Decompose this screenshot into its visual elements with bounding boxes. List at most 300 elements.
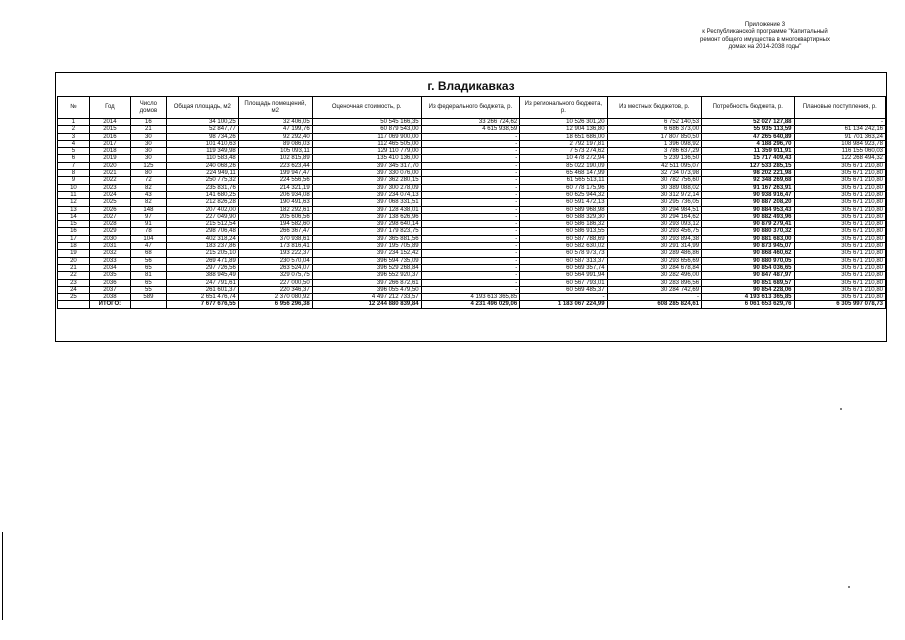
total-houses xyxy=(130,301,166,308)
cell-federal-budget: - xyxy=(421,279,520,286)
cell-regional-budget: - xyxy=(520,294,607,301)
cell-federal-budget: - xyxy=(421,191,520,198)
cell-planned-receipts: 305 671 210,80 xyxy=(794,257,886,264)
table-row xyxy=(58,177,886,184)
column-header-planned-receipts: Плановые поступления, р. xyxy=(794,97,886,119)
table-row xyxy=(58,294,886,301)
cell-regional-budget: 60 587 313,37 xyxy=(520,257,607,264)
cell-premises-area: 205 606,56 xyxy=(238,213,312,220)
cell-premises-area: 92 292,40 xyxy=(238,133,312,140)
cell-planned-receipts: 305 671 210,80 xyxy=(794,191,886,198)
cell-year: 2032 xyxy=(89,250,130,257)
cell-year: 2030 xyxy=(89,235,130,242)
cell-local-budget: 30 289 486,86 xyxy=(607,250,702,257)
cell-planned-receipts: 305 671 210,80 xyxy=(794,228,886,235)
cell-local-budget: 30 293 894,38 xyxy=(607,235,702,242)
cell-total-area: 141 680,25 xyxy=(166,191,238,198)
cell-estimated-cost: 397 365 881,56 xyxy=(312,235,421,242)
cell-year: 2029 xyxy=(89,228,130,235)
cell-estimated-cost: 397 300 278,09 xyxy=(312,184,421,191)
cell-premises-area: 173 816,41 xyxy=(238,243,312,250)
cell-federal-budget: - xyxy=(421,148,520,155)
cell-budget-need: 90 880 370,32 xyxy=(702,228,794,235)
cell-budget-need: 90 880 970,05 xyxy=(702,257,794,264)
cell-budget-need: 92 348 269,68 xyxy=(702,177,794,184)
cell-num: 1 xyxy=(58,119,90,126)
total-federal-budget: 4 231 496 029,06 xyxy=(421,301,520,308)
cell-premises-area: 105 093,11 xyxy=(238,148,312,155)
cell-federal-budget: - xyxy=(421,140,520,147)
cell-estimated-cost: 397 298 640,14 xyxy=(312,221,421,228)
cell-estimated-cost: 112 465 505,00 xyxy=(312,140,421,147)
cell-num: 2 xyxy=(58,126,90,133)
total-num xyxy=(58,301,90,308)
cell-year: 2027 xyxy=(89,213,130,220)
cell-planned-receipts: 305 671 210,80 xyxy=(794,294,886,301)
totals-row xyxy=(58,301,886,308)
cell-regional-budget: 60 582 630,02 xyxy=(520,243,607,250)
table-row xyxy=(58,126,886,133)
cell-budget-need: 90 873 945,07 xyxy=(702,243,794,250)
cell-num: 5 xyxy=(58,148,90,155)
totals-label: ИТОГО: xyxy=(89,301,130,308)
cell-total-area: 98 734,26 xyxy=(166,133,238,140)
cell-year: 2037 xyxy=(89,286,130,293)
cell-total-area: 119 349,98 xyxy=(166,148,238,155)
cell-estimated-cost: 60 879 543,00 xyxy=(312,126,421,133)
cell-premises-area: 193 222,37 xyxy=(238,250,312,257)
cell-budget-need: 90 887 208,20 xyxy=(702,199,794,206)
cell-num: 15 xyxy=(58,221,90,228)
total-local-budget: 608 285 824,61 xyxy=(607,301,702,308)
cell-planned-receipts: 305 671 210,80 xyxy=(794,177,886,184)
cell-houses: 30 xyxy=(130,155,166,162)
cell-regional-budget: 65 468 147,99 xyxy=(520,170,607,177)
cell-num: 18 xyxy=(58,243,90,250)
cell-regional-budget: 60 564 991,94 xyxy=(520,272,607,279)
cell-premises-area: 214 321,19 xyxy=(238,184,312,191)
cell-estimated-cost: 135 410 136,00 xyxy=(312,155,421,162)
cell-local-budget: 30 782 756,60 xyxy=(607,177,702,184)
cell-regional-budget: 2 792 197,81 xyxy=(520,140,607,147)
table-row xyxy=(58,243,886,250)
cell-planned-receipts: 305 671 210,80 xyxy=(794,221,886,228)
cell-total-area: 207 402,00 xyxy=(166,206,238,213)
cell-federal-budget: - xyxy=(421,199,520,206)
cell-estimated-cost: 397 068 331,51 xyxy=(312,199,421,206)
table-row xyxy=(58,162,886,169)
cell-federal-budget: - xyxy=(421,184,520,191)
column-header-num: № xyxy=(58,97,90,119)
cell-regional-budget: 60 569 357,74 xyxy=(520,264,607,271)
cell-num: 17 xyxy=(58,235,90,242)
cell-total-area: 52 847,77 xyxy=(166,126,238,133)
cell-total-area: 388 945,49 xyxy=(166,272,238,279)
cell-regional-budget: 61 565 513,11 xyxy=(520,177,607,184)
cell-estimated-cost: 396 055 479,50 xyxy=(312,286,421,293)
cell-total-area: 183 237,86 xyxy=(166,243,238,250)
cell-estimated-cost: 397 234 152,42 xyxy=(312,250,421,257)
cell-federal-budget: 4 615 938,59 xyxy=(421,126,520,133)
cell-premises-area: 2 370 080,92 xyxy=(238,294,312,301)
cell-estimated-cost: 50 545 166,35 xyxy=(312,119,421,126)
table-row xyxy=(58,184,886,191)
cell-local-budget: 17 807 850,50 xyxy=(607,133,702,140)
cell-num: 4 xyxy=(58,140,90,147)
cell-budget-need: 98 202 221,98 xyxy=(702,170,794,177)
table-row xyxy=(58,279,886,286)
cell-federal-budget: - xyxy=(421,155,520,162)
cell-houses: 65 xyxy=(130,279,166,286)
cell-estimated-cost: 4 497 212 733,57 xyxy=(312,294,421,301)
cell-num: 14 xyxy=(58,213,90,220)
cell-premises-area: 182 292,61 xyxy=(238,206,312,213)
cell-houses: 16 xyxy=(130,119,166,126)
cell-local-budget: - xyxy=(607,294,702,301)
cell-year: 2022 xyxy=(89,177,130,184)
cell-planned-receipts: 305 671 210,80 xyxy=(794,199,886,206)
cell-houses: 82 xyxy=(130,184,166,191)
cell-local-budget: 30 389 088,02 xyxy=(607,184,702,191)
cell-budget-need: 90 847 487,97 xyxy=(702,272,794,279)
cell-budget-need: 90 884 953,43 xyxy=(702,206,794,213)
cell-local-budget: 32 734 073,98 xyxy=(607,170,702,177)
cell-year: 2021 xyxy=(89,170,130,177)
cell-local-budget: 30 294 164,62 xyxy=(607,213,702,220)
cell-planned-receipts: - xyxy=(794,119,886,126)
table-header-row xyxy=(58,97,886,119)
cell-premises-area: 194 582,60 xyxy=(238,221,312,228)
cell-budget-need: 4 188 296,70 xyxy=(702,140,794,147)
cell-federal-budget: 33 266 724,62 xyxy=(421,119,520,126)
cell-total-area: 101 410,63 xyxy=(166,140,238,147)
column-header-local-budget: Из местных бюджетов, р. xyxy=(607,97,702,119)
cell-year: 2017 xyxy=(89,140,130,147)
table-row xyxy=(58,155,886,162)
cell-local-budget: 6 752 140,53 xyxy=(607,119,702,126)
cell-houses: 81 xyxy=(130,272,166,279)
column-header-budget-need: Потребность бюджета, р. xyxy=(702,97,794,119)
cell-federal-budget: - xyxy=(421,133,520,140)
cell-total-area: 250 775,32 xyxy=(166,177,238,184)
cell-num: 6 xyxy=(58,155,90,162)
cell-total-area: 247 791,61 xyxy=(166,279,238,286)
cell-planned-receipts: 305 671 210,80 xyxy=(794,235,886,242)
cell-num: 19 xyxy=(58,250,90,257)
table-row xyxy=(58,206,886,213)
cell-federal-budget: - xyxy=(421,206,520,213)
cell-premises-area: 206 934,08 xyxy=(238,191,312,198)
cell-planned-receipts: 305 671 210,80 xyxy=(794,250,886,257)
cell-houses: 65 xyxy=(130,264,166,271)
total-planned-receipts: 6 305 997 078,73 xyxy=(794,301,886,308)
table-row xyxy=(58,119,886,126)
cell-local-budget: 30 282 496,00 xyxy=(607,272,702,279)
cell-num: 11 xyxy=(58,191,90,198)
cell-planned-receipts: 305 671 210,80 xyxy=(794,286,886,293)
cell-premises-area: 199 947,47 xyxy=(238,170,312,177)
cell-planned-receipts: 305 671 210,80 xyxy=(794,162,886,169)
table-row xyxy=(58,286,886,293)
cell-planned-receipts: 91 701 363,24 xyxy=(794,133,886,140)
cell-regional-budget: 60 778 175,96 xyxy=(520,184,607,191)
cell-premises-area: 102 815,89 xyxy=(238,155,312,162)
cell-premises-area: 220 346,37 xyxy=(238,286,312,293)
cell-num: 21 xyxy=(58,264,90,271)
cell-planned-receipts: 305 671 210,80 xyxy=(794,243,886,250)
table-body xyxy=(58,119,886,309)
cell-total-area: 212 826,28 xyxy=(166,199,238,206)
cell-regional-budget: 60 567 793,01 xyxy=(520,279,607,286)
cell-local-budget: 30 293 656,69 xyxy=(607,257,702,264)
cell-local-budget: 30 293 456,75 xyxy=(607,228,702,235)
cell-local-budget: 30 283 896,56 xyxy=(607,279,702,286)
cell-total-area: 215 512,54 xyxy=(166,221,238,228)
cell-premises-area: 263 524,07 xyxy=(238,264,312,271)
cell-budget-need: 4 193 613 365,85 xyxy=(702,294,794,301)
cell-federal-budget: - xyxy=(421,170,520,177)
cell-total-area: 34 100,25 xyxy=(166,119,238,126)
cell-local-budget: 30 294 984,51 xyxy=(607,206,702,213)
cell-estimated-cost: 397 345 317,70 xyxy=(312,162,421,169)
cell-local-budget: 30 291 314,99 xyxy=(607,243,702,250)
cell-premises-area: 230 570,04 xyxy=(238,257,312,264)
cell-houses: 104 xyxy=(130,235,166,242)
cell-num: 25 xyxy=(58,294,90,301)
cell-year: 2024 xyxy=(89,191,130,198)
total-budget-need: 6 061 653 629,76 xyxy=(702,301,794,308)
cell-year: 2014 xyxy=(89,119,130,126)
total-premises-area: 6 956 296,38 xyxy=(238,301,312,308)
cell-regional-budget: 60 586 186,32 xyxy=(520,221,607,228)
column-header-houses: Число домов xyxy=(130,97,166,119)
cell-houses: 82 xyxy=(130,199,166,206)
cell-year: 2033 xyxy=(89,257,130,264)
city-title: г. Владикавказ xyxy=(427,79,515,93)
total-regional-budget: 1 183 067 224,99 xyxy=(520,301,607,308)
cell-budget-need: 91 167 263,91 xyxy=(702,184,794,191)
cell-premises-area: 329 075,75 xyxy=(238,272,312,279)
table-row xyxy=(58,148,886,155)
cell-year: 2036 xyxy=(89,279,130,286)
total-total-area: 7 677 676,55 xyxy=(166,301,238,308)
cell-houses: 30 xyxy=(130,133,166,140)
cell-total-area: 2 651 476,74 xyxy=(166,294,238,301)
cell-budget-need: 90 882 493,96 xyxy=(702,213,794,220)
cell-total-area: 235 831,76 xyxy=(166,184,238,191)
cell-premises-area: 370 938,61 xyxy=(238,235,312,242)
column-header-regional-budget: Из регионального бюджета, р. xyxy=(520,97,607,119)
table-row xyxy=(58,228,886,235)
scan-speck xyxy=(848,586,850,588)
table-row xyxy=(58,250,886,257)
appendix-line: к Республиканской программе "Капитальный xyxy=(702,29,828,36)
scan-edge-mark xyxy=(2,532,3,620)
cell-total-area: 240 068,26 xyxy=(166,162,238,169)
cell-num: 20 xyxy=(58,257,90,264)
table-row xyxy=(58,264,886,271)
table-row xyxy=(58,133,886,140)
cell-local-budget: 5 239 136,50 xyxy=(607,155,702,162)
cell-houses: 589 xyxy=(130,294,166,301)
cell-local-budget: 6 686 373,00 xyxy=(607,126,702,133)
cell-federal-budget: - xyxy=(421,177,520,184)
cell-planned-receipts: 305 671 210,80 xyxy=(794,206,886,213)
cell-year: 2019 xyxy=(89,155,130,162)
cell-houses: 47 xyxy=(130,243,166,250)
cell-premises-area: 227 000,50 xyxy=(238,279,312,286)
table-row xyxy=(58,257,886,264)
cell-total-area: 297 726,56 xyxy=(166,264,238,271)
cell-estimated-cost: 397 362 280,15 xyxy=(312,177,421,184)
cell-estimated-cost: 396 594 735,09 xyxy=(312,257,421,264)
cell-estimated-cost: 396 529 268,84 xyxy=(312,264,421,271)
table-row xyxy=(58,170,886,177)
cell-houses: 30 xyxy=(130,148,166,155)
cell-num: 24 xyxy=(58,286,90,293)
cell-year: 2023 xyxy=(89,184,130,191)
table-row xyxy=(58,140,886,147)
cell-federal-budget: - xyxy=(421,213,520,220)
cell-federal-budget: - xyxy=(421,272,520,279)
cell-total-area: 110 583,48 xyxy=(166,155,238,162)
scan-speck xyxy=(840,408,842,410)
cell-budget-need: 90 854 036,65 xyxy=(702,264,794,271)
cell-premises-area: 223 623,44 xyxy=(238,162,312,169)
cell-total-area: 261 601,37 xyxy=(166,286,238,293)
cell-estimated-cost: 396 552 920,37 xyxy=(312,272,421,279)
cell-total-area: 402 318,24 xyxy=(166,235,238,242)
cell-regional-budget: 10 526 301,20 xyxy=(520,119,607,126)
cell-num: 3 xyxy=(58,133,90,140)
cell-local-budget: 42 511 095,07 xyxy=(607,162,702,169)
table-row xyxy=(58,199,886,206)
cell-federal-budget: - xyxy=(421,243,520,250)
cell-houses: 148 xyxy=(130,206,166,213)
cell-federal-budget: - xyxy=(421,257,520,264)
cell-estimated-cost: 397 138 626,96 xyxy=(312,213,421,220)
appendix-note xyxy=(620,22,905,51)
cell-budget-need: 90 879 279,41 xyxy=(702,221,794,228)
column-header-total-area: Общая площадь, м2 xyxy=(166,97,238,119)
cell-year: 2025 xyxy=(89,199,130,206)
cell-premises-area: 190 491,63 xyxy=(238,199,312,206)
cell-num: 8 xyxy=(58,170,90,177)
table-row xyxy=(58,235,886,242)
cell-planned-receipts: 305 671 210,80 xyxy=(794,213,886,220)
table-row xyxy=(58,213,886,220)
cell-regional-budget: 60 569 485,37 xyxy=(520,286,607,293)
cell-num: 9 xyxy=(58,177,90,184)
cell-total-area: 269 471,89 xyxy=(166,257,238,264)
cell-planned-receipts: 61 134 242,16 xyxy=(794,126,886,133)
cell-total-area: 224 949,11 xyxy=(166,170,238,177)
cell-year: 2028 xyxy=(89,221,130,228)
cell-regional-budget: 12 904 136,80 xyxy=(520,126,607,133)
cell-num: 23 xyxy=(58,279,90,286)
table-row xyxy=(58,221,886,228)
cell-planned-receipts: 305 671 210,80 xyxy=(794,279,886,286)
cell-federal-budget: - xyxy=(421,235,520,242)
cell-planned-receipts: 122 268 494,32 xyxy=(794,155,886,162)
cell-houses: 78 xyxy=(130,228,166,235)
cell-regional-budget: 60 589 968,98 xyxy=(520,206,607,213)
appendix-line: ремонт общего имущества в многоквартирных xyxy=(700,36,830,43)
cell-year: 2038 xyxy=(89,294,130,301)
table-row xyxy=(58,272,886,279)
cell-budget-need: 11 359 911,91 xyxy=(702,148,794,155)
cell-budget-need: 90 881 683,00 xyxy=(702,235,794,242)
cell-estimated-cost: 397 330 076,00 xyxy=(312,170,421,177)
cell-regional-budget: 60 591 472,13 xyxy=(520,199,607,206)
cell-federal-budget: - xyxy=(421,286,520,293)
cell-estimated-cost: 397 266 872,61 xyxy=(312,279,421,286)
cell-year: 2020 xyxy=(89,162,130,169)
cell-houses: 55 xyxy=(130,286,166,293)
cell-year: 2034 xyxy=(89,264,130,271)
cell-num: 7 xyxy=(58,162,90,169)
cell-federal-budget: - xyxy=(421,221,520,228)
appendix-line: Приложение 3 xyxy=(744,22,786,28)
cell-num: 16 xyxy=(58,228,90,235)
cell-regional-budget: 85 022 190,09 xyxy=(520,162,607,169)
cell-houses: 56 xyxy=(130,257,166,264)
cell-year: 2016 xyxy=(89,133,130,140)
cell-houses: 80 xyxy=(130,170,166,177)
cell-planned-receipts: 108 984 923,78 xyxy=(794,140,886,147)
column-header-estimated-cost: Оценочная стоимость, р. xyxy=(312,97,421,119)
total-estimated-cost: 12 244 880 839,84 xyxy=(312,301,421,308)
cell-regional-budget: 60 578 973,73 xyxy=(520,250,607,257)
cell-regional-budget: 60 588 329,30 xyxy=(520,213,607,220)
cell-houses: 97 xyxy=(130,213,166,220)
budget-table xyxy=(57,96,886,309)
cell-estimated-cost: 117 069 900,00 xyxy=(312,133,421,140)
cell-premises-area: 32 406,05 xyxy=(238,119,312,126)
cell-local-budget: 30 284 678,84 xyxy=(607,264,702,271)
cell-houses: 68 xyxy=(130,250,166,257)
cell-budget-need: 55 935 113,59 xyxy=(702,126,794,133)
cell-regional-budget: 60 587 788,69 xyxy=(520,235,607,242)
cell-budget-need: 127 533 285,15 xyxy=(702,162,794,169)
cell-budget-need: 90 868 460,62 xyxy=(702,250,794,257)
cell-regional-budget: 60 625 944,32 xyxy=(520,191,607,198)
cell-houses: 125 xyxy=(130,162,166,169)
cell-regional-budget: 10 478 272,94 xyxy=(520,155,607,162)
cell-federal-budget: - xyxy=(421,228,520,235)
cell-houses: 72 xyxy=(130,177,166,184)
cell-houses: 43 xyxy=(130,191,166,198)
cell-planned-receipts: 305 671 210,80 xyxy=(794,170,886,177)
cell-estimated-cost: 397 195 705,89 xyxy=(312,243,421,250)
cell-planned-receipts: 305 671 210,80 xyxy=(794,264,886,271)
cell-estimated-cost: 397 179 823,75 xyxy=(312,228,421,235)
cell-houses: 91 xyxy=(130,221,166,228)
cell-budget-need: 90 854 228,06 xyxy=(702,286,794,293)
cell-total-area: 215 205,10 xyxy=(166,250,238,257)
cell-year: 2035 xyxy=(89,272,130,279)
cell-year: 2026 xyxy=(89,206,130,213)
cell-federal-budget: 4 193 613 365,85 xyxy=(421,294,520,301)
cell-year: 2018 xyxy=(89,148,130,155)
cell-federal-budget: - xyxy=(421,264,520,271)
cell-year: 2031 xyxy=(89,243,130,250)
cell-estimated-cost: 129 110 779,00 xyxy=(312,148,421,155)
column-header-year: Год xyxy=(89,97,130,119)
cell-planned-receipts: 305 671 210,80 xyxy=(794,184,886,191)
cell-local-budget: 1 396 098,92 xyxy=(607,140,702,147)
cell-estimated-cost: 397 128 438,01 xyxy=(312,206,421,213)
